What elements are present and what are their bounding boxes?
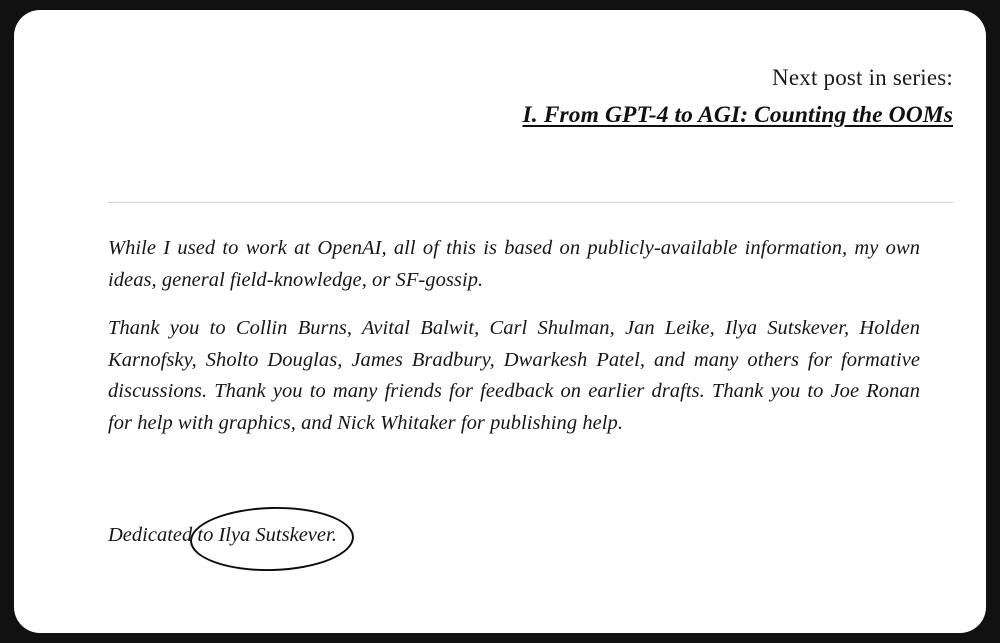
- next-post-label: Next post in series:: [772, 65, 953, 90]
- next-post-in-series-block: [108, 10, 953, 129]
- dedication-block: [108, 505, 608, 565]
- paragraph-acknowledgements: Thank you to Collin Burns, Avital Balwit, Carl Shulman, Jan Leike, Ilya Sutskever, Holden Karnofsky, Sholto Douglas, James Bradbury, Dwarkesh Patel, and many others for formative discussions. Thank you to many friends for feedback on earlier drafts. Thank you to Joe Ronan for help with graphics, and Nick Whitaker for publishing help.: [108, 317, 920, 434]
- horizontal-divider: [108, 202, 953, 203]
- next-post-link[interactable]: I. From GPT-4 to AGI: Counting the OOMs: [522, 102, 953, 129]
- document-page: [14, 10, 986, 633]
- dedication-text: Dedicated to Ilya Sutskever.: [108, 524, 337, 547]
- body-text: [108, 233, 920, 439]
- document-content: [108, 10, 953, 633]
- paragraph-disclaimer: While I used to work at OpenAI, all of this is based on publicly-available information, my own ideas, general field-knowledge, or SF-gossip.: [108, 237, 920, 291]
